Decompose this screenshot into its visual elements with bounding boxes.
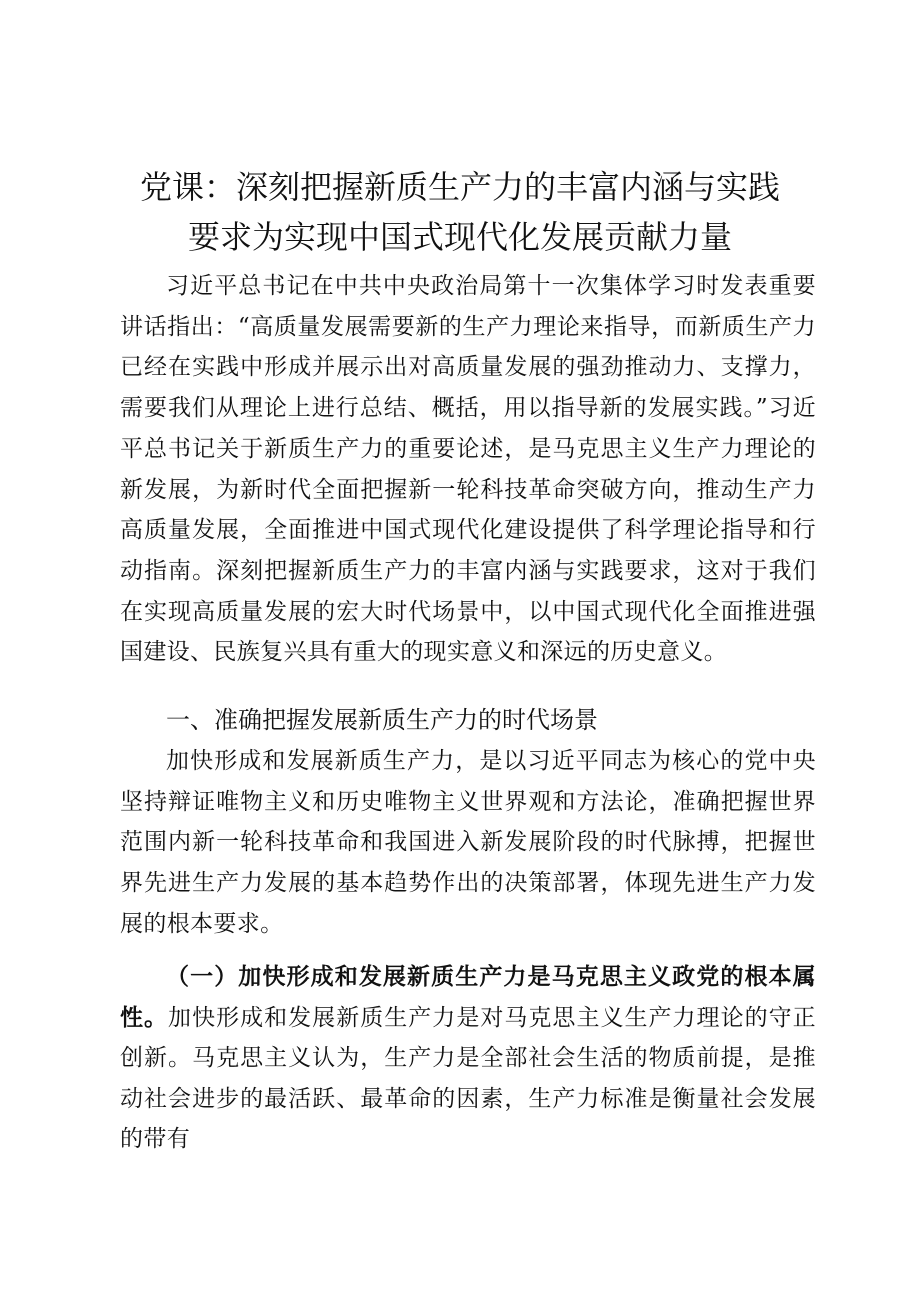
paragraph-section-1: 加快形成和发展新质生产力，是以习近平同志为核心的党中央坚持辩证唯物主义和历史唯物主义世界观和方法论，准确把握世界范围内新一轮科技革命和我国进入新发展阶段的时代脉搏，把握世界先进生产力发展的基本趋势作出的决策部署，体现先进生产力发展的根本要求。 [120, 748, 816, 937]
section-heading-1: 一、准确把握发展新质生产力的时代场景 [166, 706, 598, 734]
document-title-line-2: 要求为实现中国式现代化发展贡献力量 [187, 218, 732, 256]
document-title-line-1: 党课：深刻把握新质生产力的丰富内涵与实践 [139, 168, 780, 206]
paragraph-subsection-1 [120, 957, 816, 1160]
subsection-lead-bold: （一）加快形成和发展新质生产力是马克思主义政党的根本属性。 [120, 963, 816, 1031]
subsection-body: 加快形成和发展新质生产力是对马克思主义生产力理论的守正创新。马克思主义认为，生产力是全部社会生活的物质前提，是推动社会进步的最活跃、最革命的因素，生产力标准是衡量社会发展的带有 [120, 1004, 816, 1152]
paragraph-intro: 习近平总书记在中共中央政治局第十一次集体学习时发表重要讲话指出：“高质量发展需要新的生产力理论来指导，而新质生产力已经在实践中形成并展示出对高质量发展的强劲推动力、支撑力，需要我们从理论上进行总结、概括，用以指导新的发展实践。”习近平总书记关于新质生产力的重要论述，是马克思主义生产力理论的新发展，为新时代全面把握新一轮科技革命突破方向，推动生产力高质量发展，全面推进中国式现代化建设提供了科学理论指导和行动指南。深刻把握新质生产力的丰富内涵与实践要求，这对于我们在实现高质量发展的宏大时代场景中，以中国式现代化全面推进强国建设、民族复兴具有重大的现实意义和深远的历史意义。 [120, 273, 816, 666]
